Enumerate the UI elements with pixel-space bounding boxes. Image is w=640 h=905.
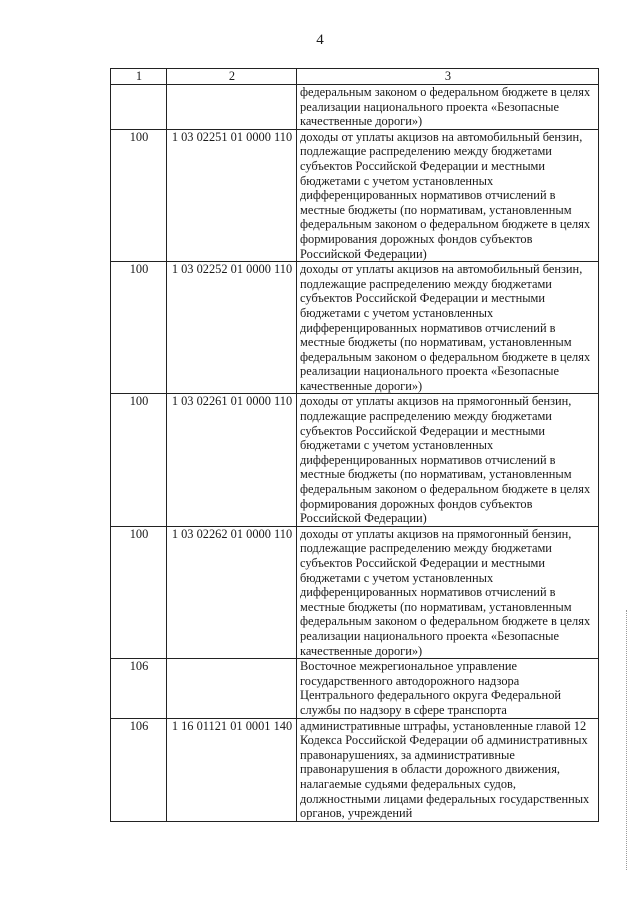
admin-code-cell: 106 <box>111 659 167 718</box>
revenue-name-cell: административные штрафы, установленные главой 12 Кодекса Российской Федерации об административных правонарушениях, за административные правонарушения в области дорожного движения, налагаемые судьями федеральных судов, должностными лицами федеральных государственных органов, учреждений <box>297 718 599 821</box>
admin-code-cell: 100 <box>111 394 167 526</box>
revenue-code-cell <box>167 659 297 718</box>
revenue-code-cell <box>167 85 297 130</box>
table-row <box>111 718 599 821</box>
table-row <box>111 526 599 658</box>
table-row <box>111 262 599 394</box>
table-row <box>111 659 599 718</box>
scan-edge-mark <box>626 610 629 870</box>
revenue-codes-table <box>110 68 599 822</box>
revenue-code-cell: 1 03 02252 01 0000 110 <box>167 262 297 394</box>
revenue-code-cell: 1 03 02262 01 0000 110 <box>167 526 297 658</box>
column-header-2: 2 <box>167 69 297 85</box>
revenue-code-cell: 1 03 02251 01 0000 110 <box>167 129 297 261</box>
admin-code-cell: 106 <box>111 718 167 821</box>
revenue-name-cell: доходы от уплаты акцизов на прямогонный бензин, подлежащие распределению между бюджетами субъектов Российской Федерации и местными бюджетами с учетом установленных дифференцированных нормативов отчислений в местные бюджеты (по нормативам, установленным федеральным законом о федеральном бюджете в целях реализации национального проекта «Безопасные качественные дороги») <box>297 526 599 658</box>
revenue-code-cell: 1 03 02261 01 0000 110 <box>167 394 297 526</box>
revenue-name-cell: доходы от уплаты акцизов на автомобильный бензин, подлежащие распределению между бюджетами субъектов Российской Федерации и местными бюджетами с учетом установленных дифференцированных нормативов отчислений в местные бюджеты (по нормативам, установленным федеральным законом о федеральном бюджете в целях формирования дорожных фондов субъектов Российской Федерации) <box>297 129 599 261</box>
revenue-name-cell: федеральным законом о федеральном бюджете в целях реализации национального проекта «Безопасные качественные дороги») <box>297 85 599 130</box>
revenue-code-cell: 1 16 01121 01 0001 140 <box>167 718 297 821</box>
admin-code-cell: 100 <box>111 129 167 261</box>
admin-code-cell <box>111 85 167 130</box>
table-row <box>111 394 599 526</box>
table-row <box>111 129 599 261</box>
column-header-1: 1 <box>111 69 167 85</box>
admin-code-cell: 100 <box>111 526 167 658</box>
admin-code-cell: 100 <box>111 262 167 394</box>
column-header-3: 3 <box>297 69 599 85</box>
page-number: 4 <box>316 32 324 48</box>
table-header-row <box>111 69 599 85</box>
revenue-name-cell: Восточное межрегиональное управление государственного автодорожного надзора Центрального федерального округа Федеральной службы по надзору в сфере транспорта <box>297 659 599 718</box>
table-row <box>111 85 599 130</box>
revenue-name-cell: доходы от уплаты акцизов на прямогонный бензин, подлежащие распределению между бюджетами субъектов Российской Федерации и местными бюджетами с учетом установленных дифференцированных нормативов отчислений в местные бюджеты (по нормативам, установленным федеральным законом о федеральном бюджете в целях формирования дорожных фондов субъектов Российской Федерации) <box>297 394 599 526</box>
revenue-name-cell: доходы от уплаты акцизов на автомобильный бензин, подлежащие распределению между бюджетами субъектов Российской Федерации и местными бюджетами с учетом установленных дифференцированных нормативов отчислений в местные бюджеты (по нормативам, установленным федеральным законом о федеральном бюджете в целях реализации национального проекта «Безопасные качественные дороги») <box>297 262 599 394</box>
